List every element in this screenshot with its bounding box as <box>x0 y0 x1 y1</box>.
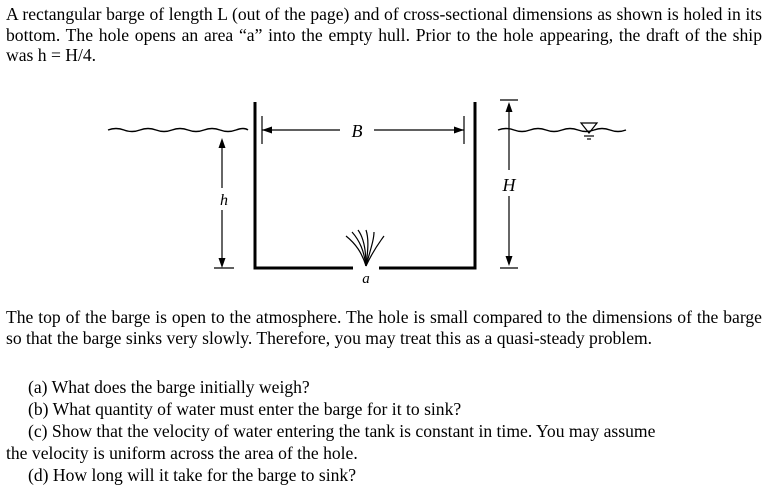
question-c-continued: the velocity is uniform across the area of the hole. <box>6 443 358 463</box>
problem-body-text: The top of the barge is open to the atmosphere. The hole is small compared to the dimensions of the barge so that the barge sinks very slowly. Therefore, you may treat this as a quasi-steady problem. <box>6 307 762 348</box>
question-c: (c) Show that the velocity of water entering the tank is constant in time. You may assume <box>28 421 656 441</box>
barge-hull <box>255 102 475 268</box>
label-h: h <box>220 192 228 209</box>
label-a: a <box>362 271 370 287</box>
question-b: (b) What quantity of water must enter the barge for it to sink? <box>28 399 462 419</box>
water-surface-left <box>108 129 248 132</box>
question-d: (d) How long will it take for the barge to sink? <box>28 465 357 485</box>
barge-cross-section-diagram <box>0 88 778 288</box>
width-dimension-B <box>262 116 464 144</box>
water-surface-right <box>498 129 626 132</box>
label-H: H <box>502 175 516 195</box>
question-a: (a) What does the barge initially weigh? <box>28 377 310 397</box>
problem-intro-text: A rectangular barge of length L (out of the page) and of cross-sectional dimensions as shown is holed in its bottom. The hole opens an area “a” into the empty hull. Prior to the hole appearing, the draft of the ship was h = H/4. <box>6 4 762 65</box>
water-jet <box>346 230 384 266</box>
label-B: B <box>351 121 363 141</box>
